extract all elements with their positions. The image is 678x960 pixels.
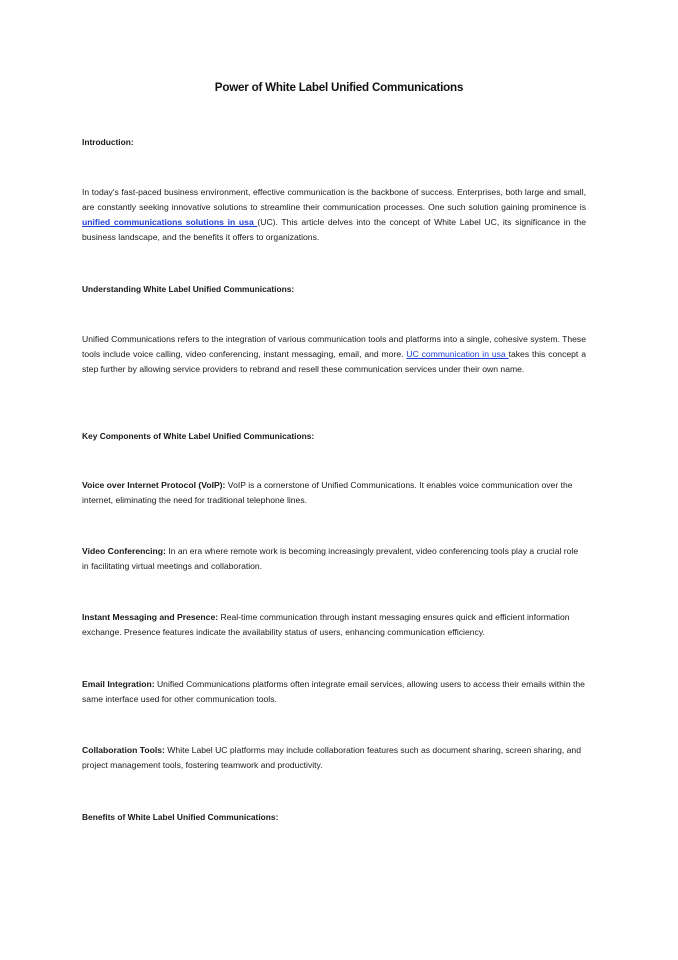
component-term: Voice over Internet Protocol (VoIP):	[82, 480, 226, 490]
understanding-heading: Understanding White Label Unified Communications:	[82, 284, 295, 294]
component-term: Video Conferencing:	[82, 546, 166, 556]
component-item	[82, 677, 586, 707]
intro-text-before: In today's fast-paced business environment, effective communication is the backbone of success. Enterprises, both large and small, are constantly seeking innovative solutions to streamline their communication processes. One such solution gaining prominence is	[82, 187, 586, 212]
component-text: In an era where remote work is becoming increasingly prevalent, video conferencing tools play a crucial role in facilitating virtual meetings and collaboration.	[82, 546, 579, 571]
document-title: Power of White Label Unified Communications	[214, 81, 464, 94]
component-text: White Label UC platforms may include collaboration features such as document sharing, screen sharing, and project management tools, fostering teamwork and productivity.	[82, 745, 581, 770]
component-term: Collaboration Tools:	[82, 745, 165, 755]
understanding-text-after: takes this concept a step further by allowing service providers to rebrand and resell these communication services under their own name.	[82, 349, 586, 374]
component-term: Instant Messaging and Presence:	[82, 612, 219, 622]
uc-communication-link[interactable]: UC communication in usa	[406, 349, 509, 359]
understanding-text-before: Unified Communications refers to the integration of various communication tools and platforms into a single, cohesive system. These tools include voice calling, video conferencing, instant messaging, email, and more.	[82, 334, 586, 359]
component-text: Unified Communications platforms often integrate email services, allowing users to access their emails within the same interface used for other communication tools.	[82, 679, 585, 704]
component-text: Real-time communication through instant messaging ensures quick and efficient information exchange. Presence features indicate the availability status of users, enhancing communication efficiency.	[82, 612, 570, 637]
component-term: Email Integration:	[82, 679, 155, 689]
component-item	[82, 544, 586, 574]
components-heading: Key Components of White Label Unified Communications:	[82, 431, 315, 441]
component-item	[82, 610, 586, 640]
benefits-heading: Benefits of White Label Unified Communications:	[82, 812, 279, 822]
intro-heading: Introduction:	[82, 137, 134, 147]
intro-paragraph	[82, 185, 586, 245]
component-item	[82, 478, 586, 508]
component-text: VoIP is a cornerstone of Unified Communications. It enables voice communication over the internet, eliminating the need for traditional telephone lines.	[82, 480, 573, 505]
component-item	[82, 743, 586, 773]
unified-communications-link[interactable]: unified communications solutions in usa	[82, 217, 258, 227]
intro-text-after: (UC). This article delves into the concept of White Label UC, its significance in the business landscape, and the benefits it offers to organizations.	[82, 217, 586, 242]
understanding-paragraph	[82, 332, 586, 377]
